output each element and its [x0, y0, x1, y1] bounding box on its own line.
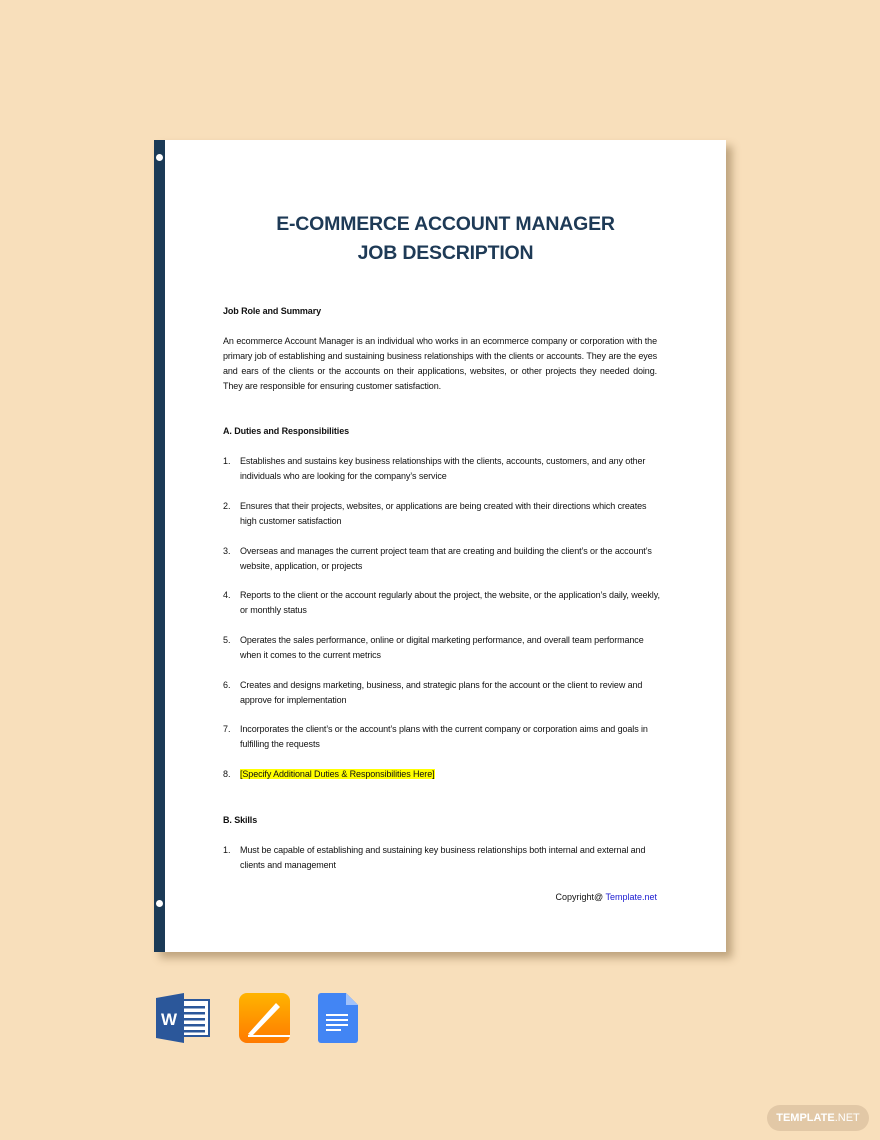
watermark-light: .NET — [834, 1112, 860, 1124]
duty-number: 1. — [223, 456, 231, 466]
duty-item — [240, 722, 660, 752]
duty-text: Incorporates the client’s or the account’s plans with the current company or corporation aims and goals in fulfilling the requests — [240, 724, 648, 749]
binder-hole — [156, 154, 163, 161]
duty-number: 7. — [223, 724, 231, 734]
binder-hole — [156, 900, 163, 907]
duty-text: Establishes and sustains key business relationships with the clients, accounts, customers, and any other individuals who are looking for the company’s service — [240, 456, 646, 481]
summary-text: An ecommerce Account Manager is an individual who works in an ecommerce company or corporation with the primary job of establishing and sustaining business relationships with the clients or accounts. They are the eyes and ears of the clients or the accounts on their applications, websites, or other projects they needed doing. They are responsible for ensuring customer satisfaction. — [223, 336, 657, 391]
skills-heading: B. Skills — [223, 815, 258, 825]
skill-number: 1. — [223, 845, 231, 855]
google-docs-icon[interactable] — [318, 993, 358, 1043]
duty-item — [240, 588, 660, 618]
copyright — [555, 892, 657, 902]
duty-text: Creates and designs marketing, business, and strategic plans for the account or the client to review and approve for implementation — [240, 680, 643, 705]
duty-text: Operates the sales performance, online or digital marketing performance, and overall team performance when it comes to the current metrics — [240, 635, 644, 660]
duty-text: [Specify Additional Duties & Responsibilities Here] — [240, 769, 435, 779]
word-icon[interactable] — [156, 993, 210, 1043]
skill-item: Must be capable of establishing and sustaining key business relationships both internal and external and clients and management — [240, 845, 646, 870]
duty-item — [240, 544, 660, 574]
duty-text: Overseas and manages the current project team that are creating and building the client’s or the account’s website, application, or projects — [240, 546, 652, 571]
duties-heading: A. Duties and Responsibilities — [223, 426, 350, 436]
summary-heading: Job Role and Summary — [223, 306, 322, 316]
duty-item — [240, 767, 660, 782]
duty-item — [240, 633, 660, 663]
template-net-watermark — [767, 1105, 869, 1131]
document-title — [165, 210, 726, 268]
pages-icon[interactable] — [239, 993, 290, 1043]
svg-text:W: W — [160, 1010, 178, 1029]
duty-item — [240, 678, 660, 708]
duty-number: 3. — [223, 546, 231, 556]
duty-number: 5. — [223, 635, 231, 645]
duty-text: Ensures that their projects, websites, or applications are being created with their directions which creates high customer satisfaction — [240, 501, 647, 526]
title-line-2: JOB DESCRIPTION — [357, 242, 534, 264]
title-line-1: E-COMMERCE ACCOUNT MANAGER — [276, 213, 615, 235]
copyright-prefix: Copyright@ — [555, 892, 606, 902]
duty-text: Reports to the client or the account regularly about the project, the website, or the application’s daily, weekly, or monthly status — [240, 590, 660, 615]
duty-item — [240, 454, 660, 484]
duty-item — [240, 499, 660, 529]
duty-number: 2. — [223, 501, 231, 511]
binder-spine — [154, 140, 165, 952]
duty-number: 4. — [223, 590, 231, 600]
watermark-bold: TEMPLATE — [776, 1112, 835, 1124]
duty-number: 8. — [223, 769, 231, 779]
copyright-link[interactable]: Template.net — [605, 892, 657, 902]
duty-number: 6. — [223, 680, 231, 690]
document-page — [154, 140, 726, 952]
